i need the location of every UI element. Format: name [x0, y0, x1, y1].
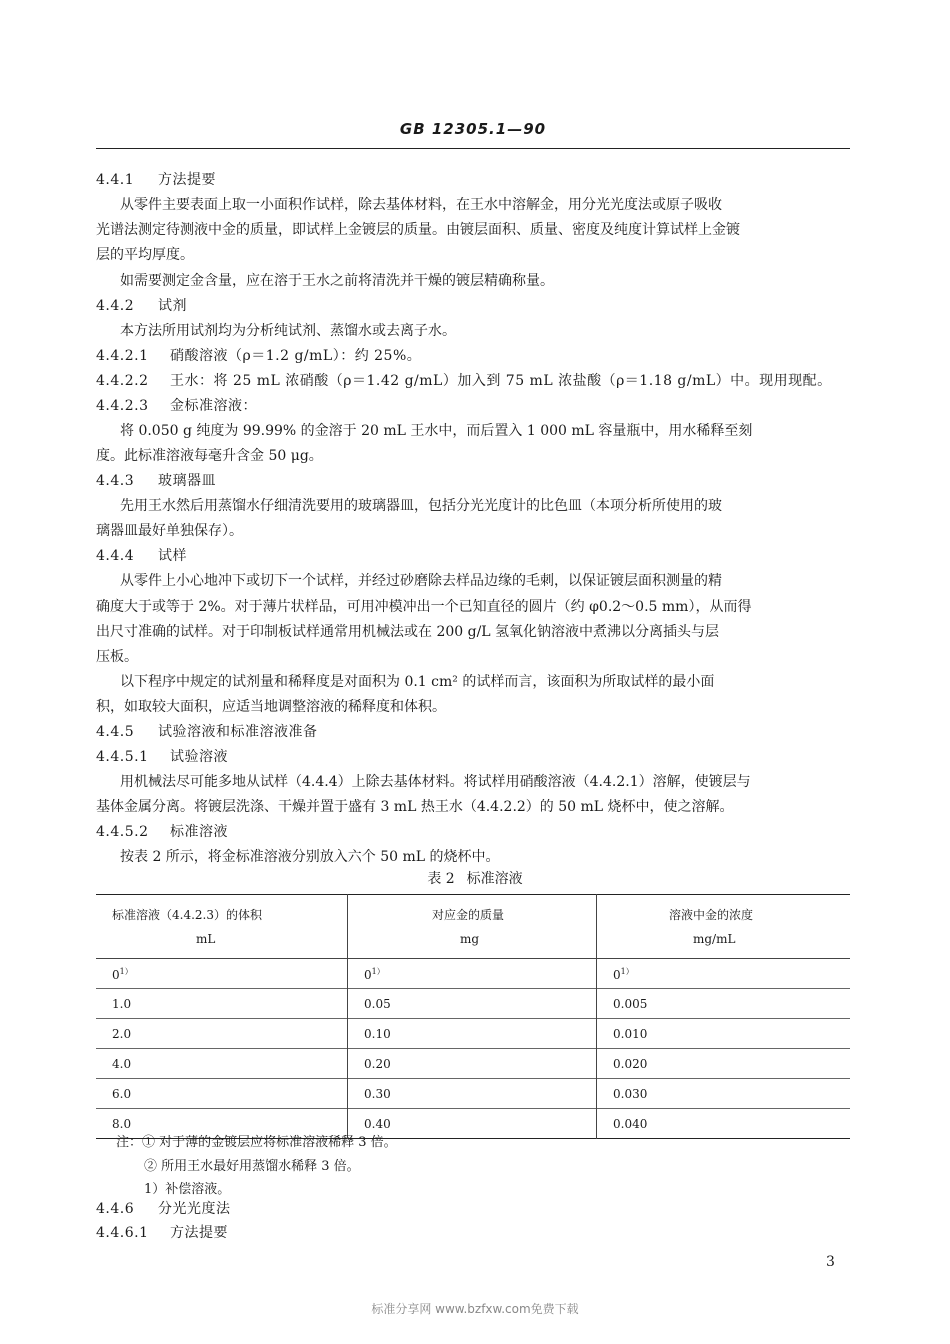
footnote-marker: 1） [371, 966, 385, 976]
clause-4-4-2-3 [96, 397, 257, 415]
paragraph-line: 光谱法测定待测液中金的质量，即试样上金镀层的质量。由镀层面积、质量、密度及纯度计算试样上金镀 [96, 222, 740, 238]
table-cell: 0.30 [348, 1079, 597, 1109]
section-number: 4.4.4 [96, 548, 135, 564]
header-unit: mg/mL [693, 931, 736, 946]
header-unit: mL [196, 931, 216, 946]
section-title: 试样 [158, 548, 187, 564]
section-4-4-3-heading [96, 472, 216, 490]
table-cell: 0.10 [348, 1019, 597, 1049]
page-number: 3 [826, 1254, 835, 1270]
section-title: 试剂 [158, 298, 187, 314]
table-caption-title: 标准溶液 [466, 871, 523, 887]
table-cell: 8.0 [96, 1109, 348, 1139]
table-cell: 0.030 [613, 1086, 648, 1101]
paragraph-line: 从零件主要表面上取一小面积作试样，除去基体材料，在王水中溶解金，用分光光度法或原子吸收 [120, 197, 722, 213]
standard-code-header: GB 12305.1—90 [399, 120, 547, 138]
header-volume [96, 895, 348, 959]
paragraph-line: 将 0.050 g 纯度为 99.99% 的金溶于 20 mL 王水中，而后置入 1 000 mL 容量瓶中，用水稀释至刻 [120, 423, 753, 439]
paragraph-line: 确度大于或等于 2%。对于薄片状样品，可用冲模冲出一个已知直径的圆片（约 φ0.2～0.5 mm），从而得 [96, 599, 752, 615]
paragraph-line: 本方法所用试剂均为分析纯试剂、蒸馏水或去离子水。 [120, 323, 456, 339]
paragraph-line: 压板。 [96, 649, 138, 665]
section-4-4-6-heading [96, 1200, 231, 1218]
clause-text: 王水：将 25 mL 浓硝酸（ρ＝1.42 g/mL）加入到 75 mL 浓盐酸（ρ＝1.18 g/mL）中。现用现配。 [170, 373, 832, 389]
clause-4-4-2-1 [96, 347, 421, 365]
table-row [96, 959, 850, 989]
paragraph-line: 度。此标准溶液每毫升含金 50 μg。 [96, 448, 323, 464]
header-unit: mg [460, 931, 480, 946]
paragraph-line: 积，如取较大面积，应适当地调整溶液的稀释度和体积。 [96, 699, 446, 715]
header-label: 标准溶液（4.4.2.3）的体积 [112, 907, 262, 922]
clause-4-4-6-1-heading [96, 1224, 228, 1242]
table-note-2: ② 所用王水最好用蒸馏水稀释 3 倍。 [144, 1159, 360, 1174]
paragraph-line: 层的平均厚度。 [96, 247, 194, 263]
table-header-row [96, 895, 850, 959]
clause-title: 方法提要 [170, 1225, 228, 1241]
table-row [96, 1079, 850, 1109]
table-row [96, 1049, 850, 1079]
header-label: 对应金的质量 [432, 907, 505, 922]
cell-value: 0 [613, 967, 621, 982]
clause-text: 硝酸溶液（ρ＝1.2 g/mL）：约 25%。 [170, 348, 422, 364]
table-cell: 6.0 [96, 1079, 348, 1109]
header-rule [96, 148, 850, 149]
clause-number: 4.4.5.1 [96, 749, 149, 765]
table-cell: 4.0 [96, 1049, 348, 1079]
table-note-1 [116, 1131, 397, 1150]
header-mass [348, 895, 597, 959]
paragraph-line: 按表 2 所示，将金标准溶液分别放入六个 50 mL 的烧杯中。 [120, 849, 500, 865]
table-cell [348, 959, 597, 989]
table-cell: 1.0 [96, 989, 348, 1019]
paragraph-line: 用机械法尽可能多地从试样（4.4.4）上除去基体材料。将试样用硝酸溶液（4.4.2.1）溶解，使镀层与 [120, 774, 751, 790]
section-number: 4.4.1 [96, 172, 135, 188]
section-number: 4.4.6 [96, 1201, 135, 1217]
clause-4-4-2-2 [96, 372, 832, 390]
section-title: 试验溶液和标准溶液准备 [158, 724, 318, 740]
section-title: 玻璃器皿 [158, 473, 216, 489]
header-label: 溶液中金的浓度 [669, 907, 754, 922]
paragraph-line: 基体金属分离。将镀层洗涤、干燥并置于盛有 3 mL 热王水（4.4.2.2）的 50 mL 烧杯中，使之溶解。 [96, 799, 734, 815]
table-cell: 0.20 [348, 1049, 597, 1079]
clause-text: 金标准溶液： [170, 398, 257, 414]
table-cell: 0.40 [348, 1109, 597, 1139]
section-number: 4.4.5 [96, 724, 135, 740]
clause-number: 4.4.6.1 [96, 1225, 149, 1241]
clause-number: 4.4.2.1 [96, 348, 149, 364]
table-cell [597, 959, 851, 989]
footnote-marker: 1） [119, 966, 133, 976]
clause-number: 4.4.2.2 [96, 373, 149, 389]
cell-value: 0 [112, 967, 120, 982]
table-caption [0, 868, 950, 888]
table-cell: 0.040 [613, 1116, 648, 1131]
clause-title: 试验溶液 [170, 749, 228, 765]
table-row [96, 989, 850, 1019]
table-cell: 0.010 [613, 1026, 648, 1041]
paragraph-line: 先用王水然后用蒸馏水仔细清洗要用的玻璃器皿，包括分光光度计的比色皿（本项分析所使用的玻 [120, 498, 722, 514]
table-caption-number: 表 2 [427, 871, 455, 887]
footnote-marker: 1） [620, 966, 634, 976]
section-4-4-2-heading [96, 297, 187, 315]
cell-value: 0 [364, 967, 372, 982]
table-cell [96, 959, 348, 989]
clause-number: 4.4.2.3 [96, 398, 149, 414]
clause-4-4-5-1-heading [96, 748, 228, 766]
header-concentration [597, 895, 851, 959]
watermark: 标准分享网 www.bzfxw.com免费下载 [371, 1302, 579, 1316]
table-row [96, 1019, 850, 1049]
paragraph-line: 以下程序中规定的试剂量和稀释度是对面积为 0.1 cm² 的试样而言，该面积为所取试样的最小面 [120, 674, 715, 690]
section-4-4-1-heading [96, 171, 216, 189]
table-cell: 0.020 [613, 1056, 648, 1071]
section-title: 方法提要 [158, 172, 216, 188]
section-title: 分光光度法 [158, 1201, 231, 1217]
section-number: 4.4.3 [96, 473, 135, 489]
clause-title: 标准溶液 [170, 824, 228, 840]
section-number: 4.4.2 [96, 298, 135, 314]
clause-4-4-5-2-heading [96, 823, 228, 841]
clause-number: 4.4.5.2 [96, 824, 149, 840]
table-cell: 2.0 [96, 1019, 348, 1049]
table-cell: 0.05 [348, 989, 597, 1019]
table-footnote: 1）补偿溶液。 [144, 1182, 231, 1197]
standard-solution-table [96, 894, 850, 1139]
paragraph-line: 如需要测定金含量，应在溶于王水之前将清洗并干燥的镀层精确称量。 [120, 273, 554, 289]
section-4-4-5-heading [96, 723, 318, 741]
note-label: 注： [116, 1135, 143, 1150]
note-text: ① 对于薄的金镀层应将标准溶液稀释 3 倍。 [142, 1135, 397, 1150]
section-4-4-4-heading [96, 547, 187, 565]
paragraph-line: 从零件上小心地冲下或切下一个试样，并经过砂磨除去样品边缘的毛刺，以保证镀层面积测量的精 [120, 573, 722, 589]
paragraph-line: 出尺寸准确的试样。对于印制板试样通常用机械法或在 200 g/L 氢氧化钠溶液中煮沸以分离插头与层 [96, 624, 720, 640]
paragraph-line: 璃器皿最好单独保存）。 [96, 523, 243, 539]
table-cell: 0.005 [613, 996, 648, 1011]
